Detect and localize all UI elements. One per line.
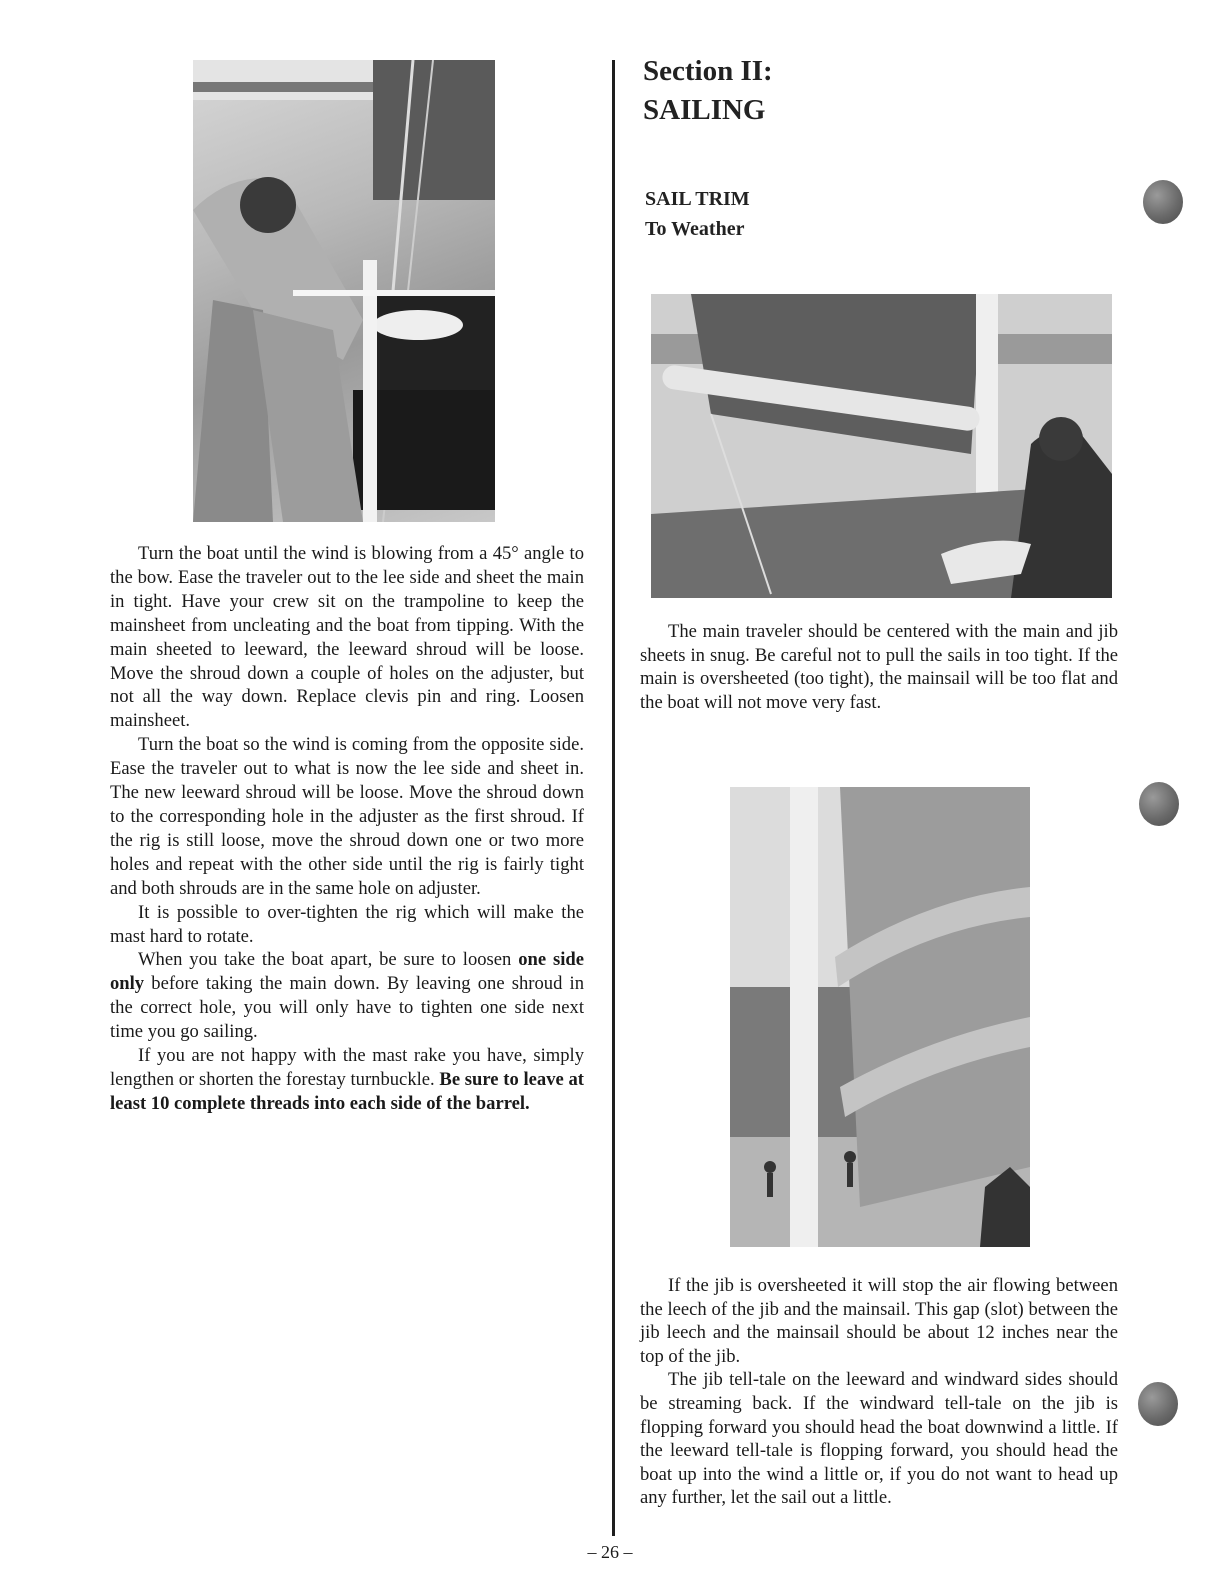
binder-hole-bottom [1138,1382,1178,1426]
binder-hole-top [1143,180,1183,224]
right-column-jib-text [640,1274,1118,1510]
take-apart-text-1: When you take the boat apart, be sure to loosen [138,949,519,971]
left-column-text [110,542,584,1116]
subheading-to-weather: To Weather [645,218,745,240]
photo-traveler-centered-art [651,294,1112,598]
photo-shroud-adjuster [193,60,495,522]
section-title [643,52,773,130]
paragraph-mast-rake [110,1044,584,1116]
page-number: – 26 – [587,1542,633,1562]
paragraph-jib-oversheeted: If the jib is oversheeted it will stop the air flowing between the leech of the jib and the mainsail. This gap (slot) between the jib leech and the mainsail should be about 12 inches near the top of the jib. [640,1275,1118,1367]
photo-shroud-adjuster-art [193,60,495,522]
photo-jib-slot [730,787,1030,1247]
right-column-caption [640,620,1118,714]
section-title-line2: SAILING [643,94,766,126]
binder-hole-middle [1139,782,1179,826]
take-apart-text-2: before taking the main down. By leaving one shroud in the correct hole, you will only have to tighten one side next time you go sailing. [110,973,584,1043]
paragraph-main-traveler: The main traveler should be centered with the main and jib sheets in snug. Be careful not to pull the sails in too tight. If the main is oversheeted (too tight), the mainsail will be too flat and the boat will not move very fast. [640,621,1118,713]
paragraph-take-apart [110,948,584,1044]
paragraph-opposite-side: Turn the boat so the wind is coming from the opposite side. Ease the traveler out to what is now the lee side and sheet in. The new leeward shroud will be loose. Move the shroud down to the corresponding hole in the adjuster as the first shroud. If the rig is still loose, move the shroud down one or two more holes and repeat with the other side until the rig is fairly tight and both shrouds are in the same hole on adjuster. [110,734,584,899]
column-divider [612,60,615,1536]
photo-jib-slot-art [730,787,1030,1247]
section-title-line1: Section II: [643,55,773,87]
paragraph-tighten-rig: Turn the boat until the wind is blowing from a 45° angle to the bow. Ease the traveler out to the lee side and sheet the main in tight. Have your crew sit on the trampoline to keep the mainsheet from uncleating and the boat from tipping. With the main sheeted to leeward, the leeward shroud will be loose. Move the shroud down a couple of holes on the adjuster, but not all the way down. Replace clevis pin and ring. Loosen mainsheet. [110,543,584,732]
subheading-sail-trim: SAIL TRIM [645,188,750,210]
mast-rake-text: If you are not happy with the mast rake you have, simply lengthen or shorten the forestay turnbuckle. [110,1045,584,1090]
paragraph-over-tighten: It is possible to over-tighten the rig which will make the mast hard to rotate. [110,901,584,947]
threads-warning-bold: Be sure to leave at least 10 complete threads into each side of the barrel. [110,1068,584,1114]
paragraph-jib-telltales: The jib tell-tale on the leeward and windward sides should be streaming back. If the windward tell-tale on the jib is flopping forward you should head the boat downwind a little. If the leeward tell-tale is flopping forward, you should head the boat up into the wind a little or, if you do not want to head up any further, let the sail out a little. [640,1369,1118,1509]
photo-traveler-centered [651,294,1112,598]
one-side-only-bold: one side only [110,949,584,995]
